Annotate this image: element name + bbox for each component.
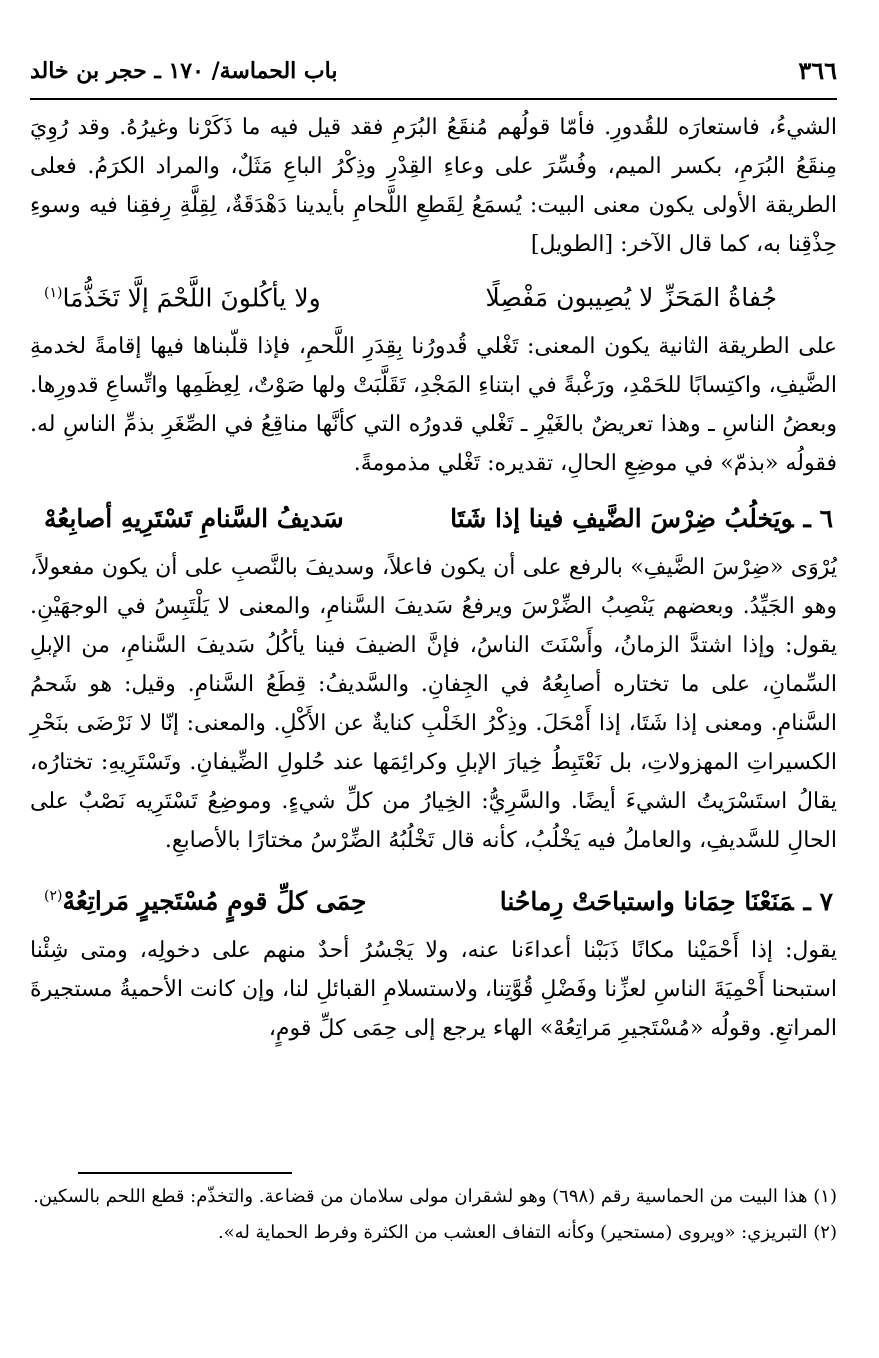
page-header [30,56,837,96]
running-title: باب الحماسة/ ١٧٠ ـ حجر بن خالد [30,58,338,84]
page-number: ٣٦٦ [798,56,837,85]
poem-verse [30,867,837,930]
footnote: (١) هذا البيت من الحماسية رقم (٦٩٨) وهو لشقران مولى سلامان من قضاعة. والتخذّم: قطع اللحم بالسكين. [33,1186,837,1207]
commentary-paragraph: يُرْوَى «ضِرْسَ الضَّيفِ» بالرفع على أن يكون فاعلاً، وسديفَ بالنَّصبِ على أن يكون مفعولاً، وهو الجَيِّدُ. وبعضهم يَنْصِبُ الضِّرْسَ ويرفعُ سَديفَ السَّنامِ، والمعنى لا يَلْتَبِسُ في الوجهَيْنِ. يقول: وإذا اشتدَّ الزمانُ، وأَسْنَتَ الناسُ، فإنَّ الضيفَ فينا يأكُلُ سَديفَ السَّنامِ، من الإبلِ السِّمانِ، على ما تختاره أصابِعُهُ في الجِفانِ. والسَّديفُ: قِطَعُ السَّنامِ. وقيل: هو شَحمُ السَّنامِ. ومعنى إذا شَتَا، إذا أَمْحَلَ. وذِكْرُ الخَلْبِ كنايةٌ عن الأَكْلِ. والمعنى: إنّا لا نَرْضَى بنَحْرِ الكسيراتِ المهزولاتِ، بل نَعْتَبِطُ خِيارَ الإبلِ وكرائِمَها عند حُلولِ الضِّيفانِ. وتَسْتَرِيهِ: تختارُه، يقالُ استَسْرَيتُ الشيءَ أيضًا. والسَّرِيُّ: الخِيارُ من كلِّ شيءٍ. وموضِعُ تَسْتَرِيه نَصْبٌ على الحالِ للسَّديفِ، والعاملُ فيه يَخْلُبُ، كأنه قال تَخْلُبُهُ الضِّرْسُ مختارًا بالأصابعِ. [30,555,837,854]
footnotes [30,1182,837,1254]
footnote: (٢) التبريزي: «ويروى (مستحير) وكأنه التفاف العشب من الكثرة وفرط الحماية له». [217,1222,837,1243]
page-body [30,108,837,1048]
verse-second-hemistich: ولا يأكُلونَ اللَّحْمَ إلَّا تَخَذُّمَا$^{(١)}$ [44,283,321,313]
header-divider [30,98,837,100]
footnote-divider [78,1172,292,1174]
commentary-paragraph: الشيءُ، فاستعارَه للقُدورِ. فأمّا قولُهم مُنقَعُ البُرَمِ فقد قيل فيه ما ذَكَرْنا وغيرُهُ. وقد رُوِيَ مِنقَعُ البُرَمِ، بكسر الميم، وفُسِّرَ على وعاءِ القِدْرِ وذِكْرُ الباعِ مَثَلٌ، والمراد الكرَمُ. فعلى الطريقة الأولى يكون معنى البيت: يُسمَعُ لِقَطعِ اللَّحامِ بأيدينا دَهْدَقَةٌ، لِقِلَّةِ رِفقِنا فيه وسوءِ حِذْقِنا به، كما قال الآخر: [الطويل] [30,115,837,257]
verse-number: ٧ ـ [803,886,833,916]
quoted-verse [30,264,837,327]
verse-first-hemistich: ٦ ـويَخلُبُ ضِرْسَ الضَّيفِ فينا إذا شَتَا [450,504,833,534]
commentary-paragraph: يقول: إذا أَحْمَيْنا مكانًا ذَبَبْنا أعداءَنا عنه، ولا يَجْسُرُ أحدٌ منهم على دخولِه، ومتى شِئْنا استبحنا أَحْمِيَةَ الناسِ لعزِّنا وفَضْلِ قُوَّتِنا، ولاستسلامِ القبائلِ لنا، وإن كانت الأحميةُ مستجيرةَ المراتعِ. وقولُه «مُسْتَجيرِ مَراتِعُهْ» الهاء يرجع إلى حِمَى كلِّ قومٍ، [30,937,837,1041]
footnote-marker: (٢) [44,888,63,905]
poem-verse [30,490,837,548]
footnote-marker: (١) [44,285,63,301]
commentary-paragraph: على الطريقة الثانية يكون المعنى: تَغْلي قُدورُنا بِقِدَرِ اللَّحمِ، فإذا قلّبناها فيها إقامةً لخدمةِ الضَّيفِ، واكتِسابًا للحَمْدِ، ورَغْبةً في ابتناءِ المَجْدِ، تَقَلَّبَتْ ولها صَوْتٌ، لِعِظَمِها واتِّساعِ قدورِها. وبعضُ الناسِ ـ وهذا تعريضٌ بالغَيْرِ ـ تَغْلي قدورُه التي كأنَّها مناقِعُ في الصِّغَرِ بذمِّ الناسِ له. فقولُه «بذمّ» في موضِعِ الحالِ، تقديره: تَغْلي مذمومةً. [30,334,837,477]
verse-first-hemistich: جُفاةُ المَحَزِّ لا يُصِيبون مَفْصِلًا [485,283,777,313]
verse-first-hemistich: ٧ ـمَنَعْنَا حِمَانا واستباحَتْ رِماحُنا [499,886,833,916]
verse-second-hemistich: حِمَى كلِّ قومٍ مُسْتَجيرٍ مَراتِعُهْ$^{(٢)}$ [44,886,367,916]
verse-number: ٦ ـ [803,504,833,534]
verse-second-hemistich: سَديفُ السَّنامِ تَسْتَرِيهِ أصابِعُهْ [44,504,344,534]
